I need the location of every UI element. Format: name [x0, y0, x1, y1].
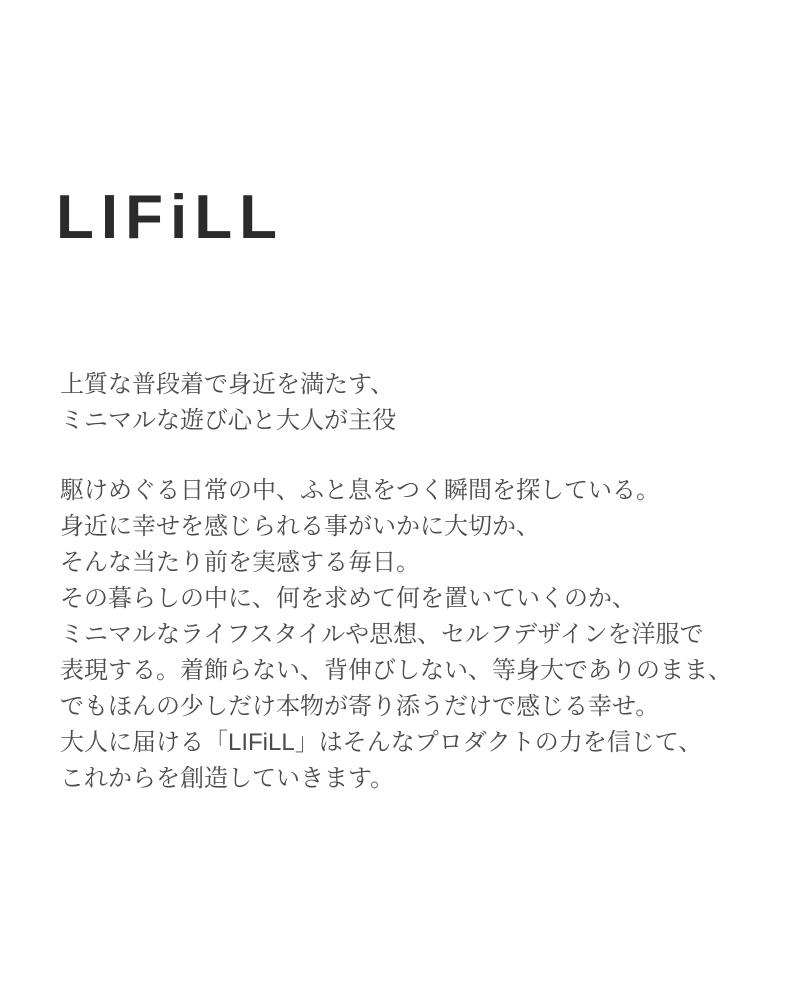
body-line: これからを創造していきます。 — [60, 765, 395, 792]
lead-line: 上質な普段着で身近を満たす、 — [60, 371, 395, 398]
body-line: ミニマルなライフスタイルや思想、セルフデザインを洋服で — [60, 621, 704, 648]
body-line: そんな当たり前を実感する毎日。 — [60, 549, 420, 576]
lead-copy — [60, 367, 396, 439]
lead-line: ミニマルな遊び心と大人が主役 — [60, 407, 396, 434]
body-line: 駆けめぐる日常の中、ふと息をつく瞬間を探している。 — [60, 477, 660, 504]
brand-logo: LIFiLL — [56, 183, 284, 252]
body-line: その暮らしの中に、何を求めて何を置いていくのか、 — [60, 585, 636, 612]
body-line: でもほんの少しだけ本物が寄り添うだけで感じる幸せ。 — [60, 693, 660, 720]
body-copy — [60, 473, 732, 797]
body-line: 表現する。着飾らない、背伸びしない、等身大でありのまま、 — [60, 657, 732, 684]
body-line: 身近に幸せを感じられる事がいかに大切か、 — [60, 513, 540, 540]
body-line: 大人に届ける「LIFiLL」はそんなプロダクトの力を信じて、 — [60, 729, 703, 756]
